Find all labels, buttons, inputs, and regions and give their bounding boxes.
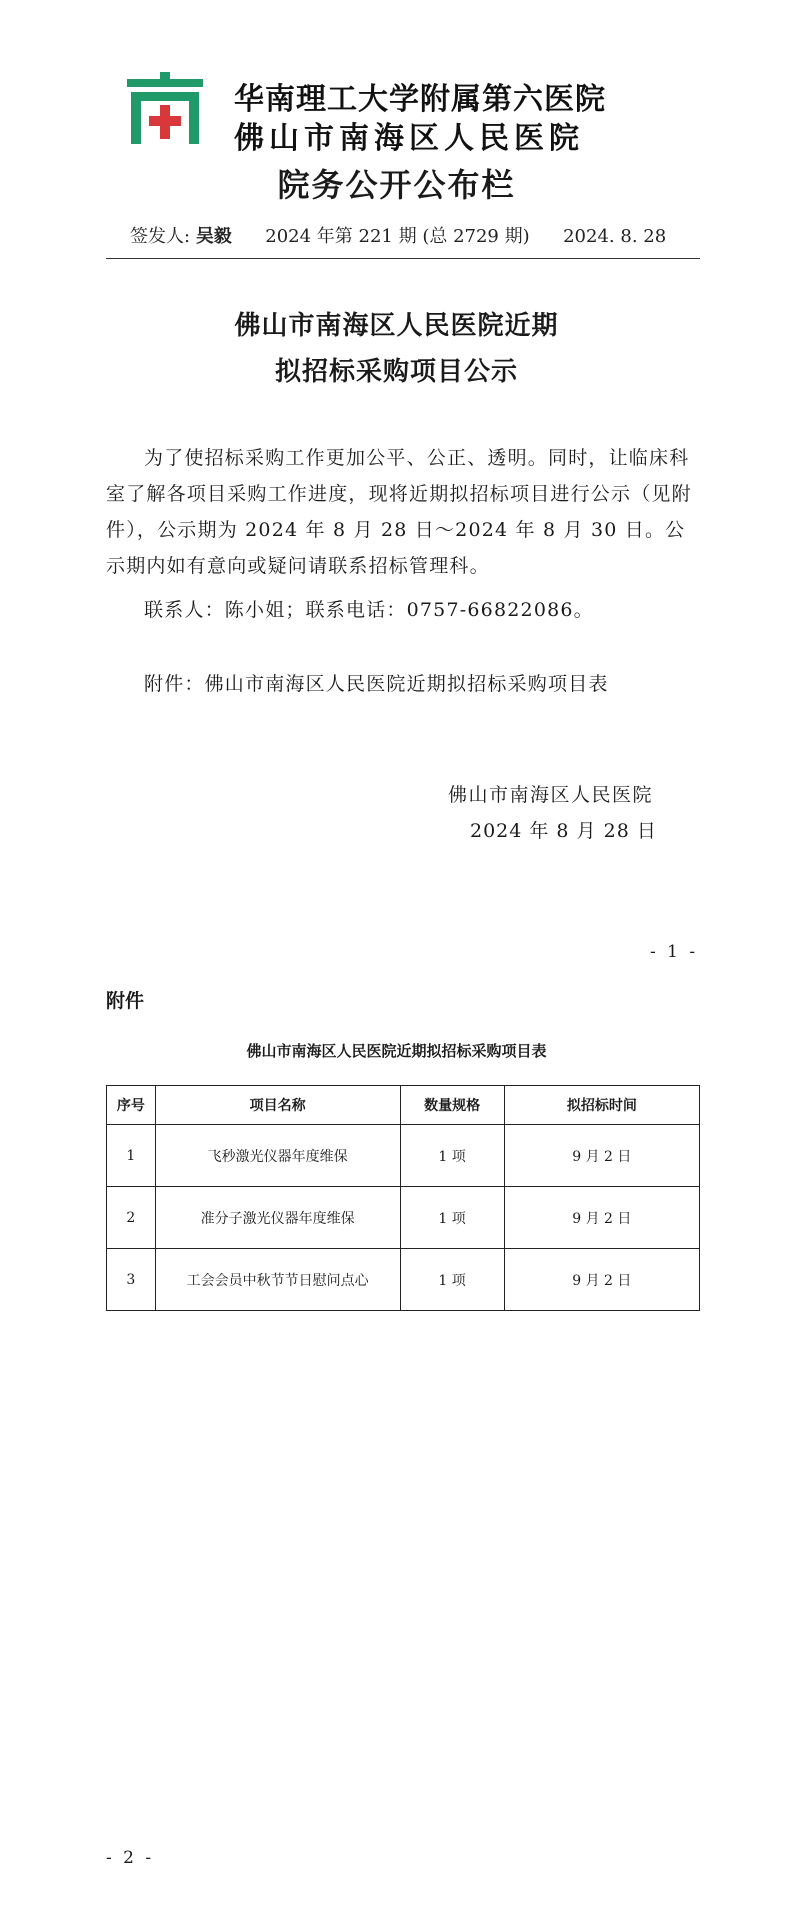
header-divider xyxy=(106,258,700,259)
column-header: 数量规格 xyxy=(400,1086,504,1125)
hospital-name-secondary: 佛山市南海区人民医院 xyxy=(234,121,584,156)
notice-title-line1: 佛山市南海区人民医院近期 xyxy=(234,311,559,341)
table-cell: 准分子激光仪器年度维保 xyxy=(155,1187,400,1249)
table-header-row xyxy=(107,1086,700,1125)
attachment-label: 附件 xyxy=(106,990,145,1012)
signature-org: 佛山市南海区人民医院 xyxy=(448,784,654,806)
table-cell: 3 xyxy=(107,1249,156,1311)
table-cell: 飞秒激光仪器年度维保 xyxy=(155,1125,400,1187)
page-number-2: - 2 - xyxy=(106,1848,155,1868)
table-cell: 9 月 2 日 xyxy=(504,1125,699,1187)
board-title: 院务公开公布栏 xyxy=(277,166,516,204)
table-cell: 2 xyxy=(107,1187,156,1249)
notice-paragraph: 为了使招标采购工作更加公平、公正、透明。同时，让临床科室了解各项目采购工作进度，现将近期拟招标项目进行公示（见附件），公示期为 2024 年 8 月 28 日～2024 年 8 月 30 日。公示期内如有意向或疑问请联系招标管理科。 xyxy=(106,447,692,577)
attachment-line: 附件：佛山市南海区人民医院近期拟招标采购项目表 xyxy=(144,673,609,695)
signature-date: 2024 年 8 月 28 日 xyxy=(470,820,657,842)
column-header: 序号 xyxy=(107,1086,156,1125)
table-cell: 1 xyxy=(107,1125,156,1187)
issue-line xyxy=(130,222,666,248)
contact-line: 联系人：陈小姐；联系电话：0757-66822086。 xyxy=(144,599,594,621)
issuer-name: 吴毅 xyxy=(195,226,232,247)
issuer-label: 签发人: xyxy=(130,226,191,247)
page-number-1: - 1 - xyxy=(650,942,699,962)
table-cell: 9 月 2 日 xyxy=(504,1187,699,1249)
table-row xyxy=(107,1187,700,1249)
table-cell: 9 月 2 日 xyxy=(504,1249,699,1311)
column-header: 项目名称 xyxy=(155,1086,400,1125)
table-row xyxy=(107,1125,700,1187)
table-cell: 1 项 xyxy=(400,1249,504,1311)
procurement-table xyxy=(106,1085,700,1311)
table-title: 佛山市南海区人民医院近期拟招标采购项目表 xyxy=(246,1042,547,1060)
table-row xyxy=(107,1249,700,1311)
hospital-name-primary: 华南理工大学附属第六医院 xyxy=(234,82,606,117)
issue-number: 2024 年第 221 期 (总 2729 期) xyxy=(265,226,530,247)
column-header: 拟招标时间 xyxy=(504,1086,699,1125)
notice-title-line2: 拟招标采购项目公示 xyxy=(274,357,518,387)
table-cell: 工会会员中秋节节日慰问点心 xyxy=(155,1249,400,1311)
issue-date: 2024. 8. 28 xyxy=(563,226,667,247)
table-cell: 1 项 xyxy=(400,1125,504,1187)
table-cell: 1 项 xyxy=(400,1187,504,1249)
hospital-logo-icon xyxy=(127,72,203,144)
